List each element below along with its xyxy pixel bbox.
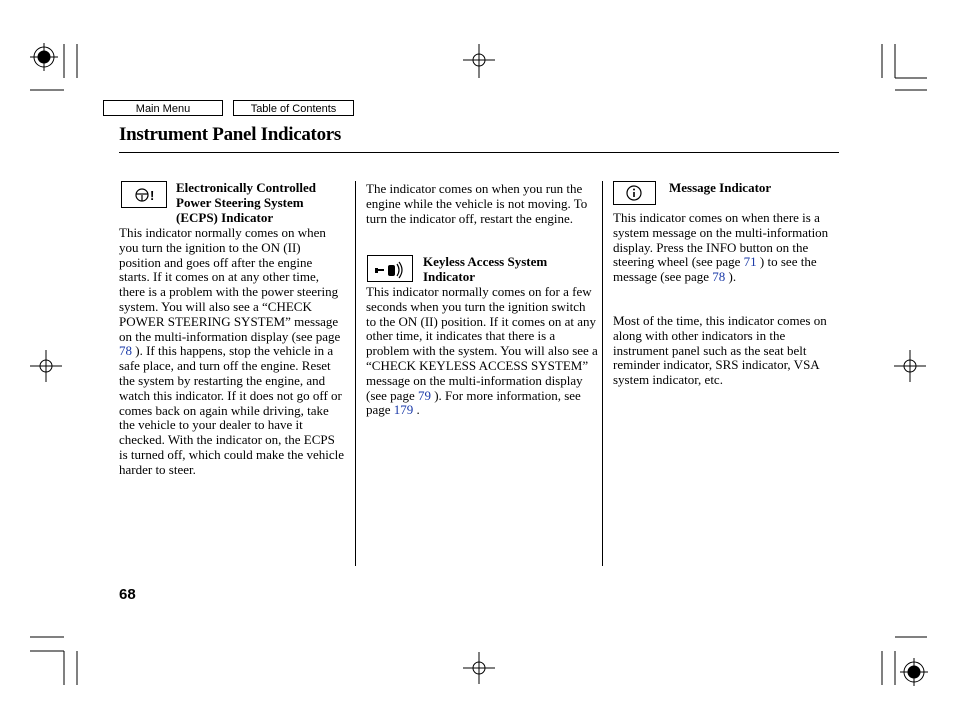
registration-mark-top-center [463, 44, 495, 78]
column-divider-2 [602, 181, 603, 566]
svg-text:!: ! [150, 188, 155, 203]
message-indicator-heading: Message Indicator [669, 180, 772, 195]
info-icon [613, 181, 656, 205]
page-link-71[interactable]: 71 [743, 254, 757, 270]
page-number: 68 [119, 586, 136, 603]
ecps-body: This indicator normally comes on when you turn the ignition to the ON (II) position and goes off after the engine starts. If it comes on at any other time, there is a problem with the power steering system. You will also see a “CHECK POWER STEERING SYSTEM” message on the multi-information display (see page 78 ). If this happens, stop the vehicle in a safe place, and turn off the engine. Reset the system by restarting the engine, and watch this indicator. If it does not go off or comes back on again while driving, take the vehicle to your dealer to have it checked. With the indicator on, the ECPS is turned off, which could make the vehicle harder to steer. [119, 225, 345, 477]
message-indicator-body: This indicator comes on when there is a system message on the multi-information display. Press the INFO button on the steering wheel (see page 71 ) to see the message (see page 78 ). [613, 210, 829, 285]
ecps-continued-body: The indicator comes on when you run the engine while the vehicle is not moving. To turn the indicator off, restart the engine. [366, 181, 588, 226]
key-fob-icon [367, 255, 413, 282]
keyless-heading: Keyless Access System Indicator [423, 254, 548, 284]
steering-wheel-warning-icon [121, 181, 167, 208]
registration-mark-right [894, 350, 926, 382]
page-link-79[interactable]: 79 [417, 387, 431, 403]
ecps-heading: Electronically Controlled Power Steering System (ECPS) Indicator [176, 180, 316, 225]
message-indicator-note: Most of the time, this indicator comes on along with other indicators in the instrument panel such as the seat belt reminder indicator, SRS indicator, VSA system indicator, etc. [613, 313, 827, 388]
registration-mark-left [30, 350, 62, 382]
page-title: Instrument Panel Indicators [119, 124, 342, 145]
registration-mark-bottom-center [463, 652, 495, 684]
registration-mark-bottom-right [900, 658, 928, 686]
main-menu-button[interactable]: Main Menu [103, 100, 223, 116]
page-link-179[interactable]: 179 [393, 402, 414, 418]
page-link-78b[interactable]: 78 [712, 269, 726, 285]
column-divider-1 [355, 181, 356, 566]
table-of-contents-button[interactable]: Table of Contents [233, 100, 354, 116]
keyless-body: This indicator normally comes on for a few seconds when you turn the ignition switch to the ON (II) position. If it comes on at any other time, it indicates that there is a problem with the system. You will also see a “CHECK KEYLESS ACCESS SYSTEM” message on the multi-information display (see page 79 ). For more information, see page 179 . [366, 284, 598, 418]
page-link-78[interactable]: 78 [119, 343, 132, 359]
title-divider [119, 152, 839, 153]
registration-mark-top-left [30, 43, 58, 71]
